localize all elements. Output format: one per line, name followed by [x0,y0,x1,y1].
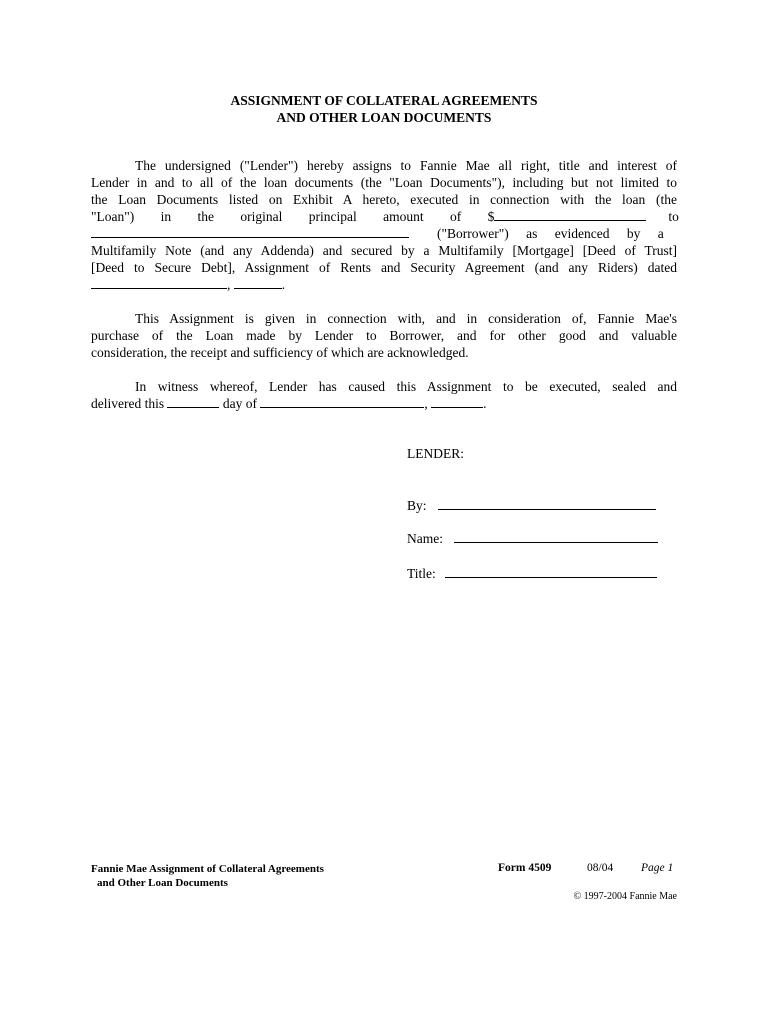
p2-line-1: This Assignment is given in connection with, and in consideration of, Fannie Mae's [135,311,677,326]
lender-label: LENDER: [407,446,464,461]
p2-line-3: consideration, the receipt and sufficiency of which are acknowledged. [91,345,469,360]
p1-line-4: "Loan") in the original principal amount of $ to [91,209,679,224]
p1-line-7: [Deed to Secure Debt], Assignment of Rents and Security Agreement (and any Riders) dated [91,260,677,275]
document-title [0,92,768,126]
principal-amount-blank[interactable] [494,208,646,221]
dated-year-blank[interactable] [234,276,282,289]
p1-line-3: the Loan Documents listed on Exhibit A hereto, executed in connection with the loan (the [91,192,677,207]
p1-line-2: Lender in and to all of the loan documents (the "Loan Documents"), including but not limited to [91,175,677,190]
p3-line-2: delivered this day of , . [91,396,487,411]
p1-line-5: ("Borrower") as evidenced by a [91,225,677,242]
title-signature-line[interactable] [445,564,657,578]
paragraph-assignment [91,157,677,293]
footer-page-number: Page 1 [641,862,674,874]
by-signature-line[interactable] [438,496,656,510]
footer-left-line-2: and Other Loan Documents [97,877,228,889]
month-blank[interactable] [260,395,424,408]
p1-line-6: Multifamily Note (and any Addenda) and secured by a Multifamily [Mortgage] [Deed of Trust] [91,243,677,258]
p1-line-1: The undersigned ("Lender") hereby assigns to Fannie Mae all right, title and interest of [135,158,677,173]
footer-form-date: 08/04 [587,862,614,874]
title-line-2: AND OTHER LOAN DOCUMENTS [276,110,492,125]
name-signature-line[interactable] [454,529,658,543]
by-label: By: [407,498,427,513]
footer-left-line-1: Fannie Mae Assignment of Collateral Agreements [91,863,324,875]
signature-by-row [407,496,656,514]
title-line-1: ASSIGNMENT OF COLLATERAL AGREEMENTS [230,93,538,108]
signature-title-row [407,564,657,582]
day-blank[interactable] [167,395,219,408]
p2-line-2: purchase of the Loan made by Lender to Borrower, and for other good and valuable [91,328,677,343]
signature-name-row [407,529,658,547]
footer-copyright: © 1997-2004 Fannie Mae [573,891,677,902]
paragraph-witness [91,378,677,412]
paragraph-consideration [91,310,677,361]
p3-line-1: In witness whereof, Lender has caused this Assignment to be executed, sealed and [135,379,677,394]
dated-blank[interactable] [91,276,227,289]
footer-form-number: Form 4509 [498,862,552,874]
p1-line-8: , . [91,276,677,293]
footer-form-name [91,862,324,890]
name-label: Name: [407,531,443,546]
year-blank[interactable] [431,395,483,408]
title-label: Title: [407,566,436,581]
borrower-blank[interactable] [91,225,409,238]
